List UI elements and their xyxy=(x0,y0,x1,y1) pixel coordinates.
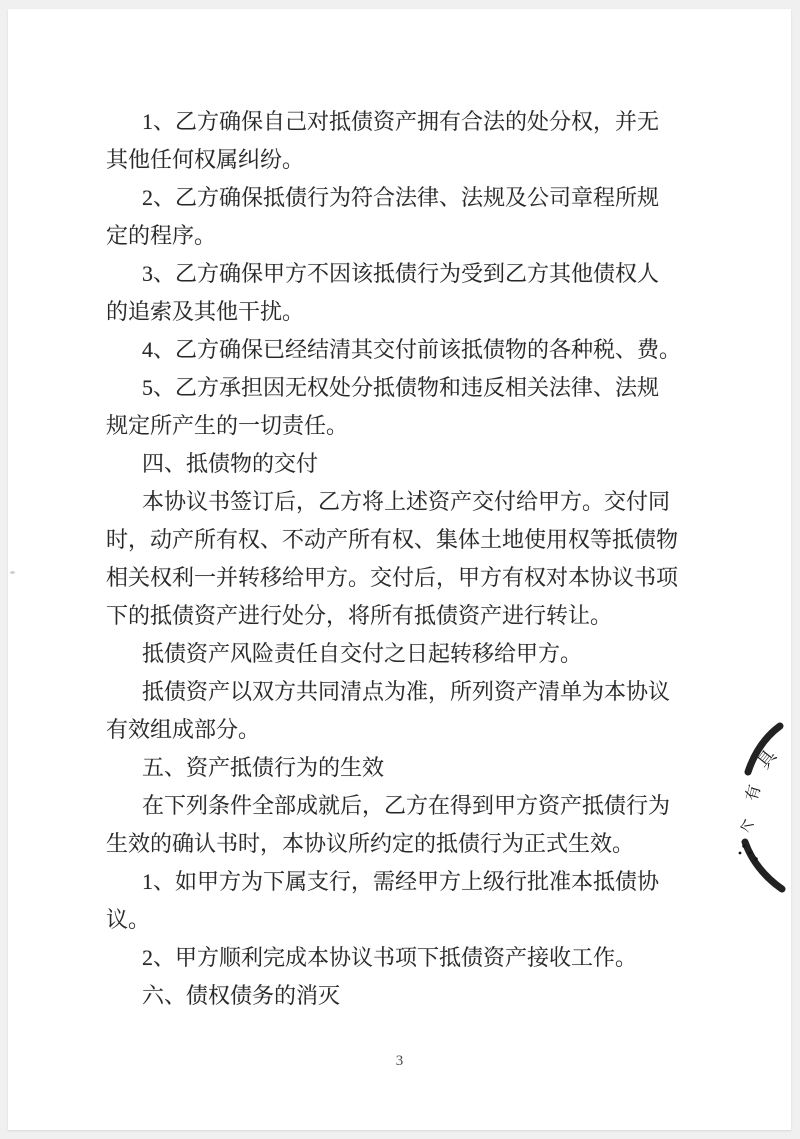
section-heading: 六、债权债务的消灭 xyxy=(142,983,341,1008)
text-line: 的追索及其他干扰。 xyxy=(106,299,305,324)
text-line: 在下列条件全部成就后，乙方在得到甲方资产抵债行为 xyxy=(142,793,671,818)
text-line: 4、乙方确保已经结清其交付前该抵债物的各种税、费。 xyxy=(142,337,682,362)
text-line: 抵债资产风险责任自交付之日起转移给甲方。 xyxy=(142,641,583,666)
text-line: 有效组成部分。 xyxy=(106,717,261,742)
text-line: 本协议书签订后，乙方将上述资产交付给甲方。交付同 xyxy=(142,489,671,514)
text-line: 时，动产所有权、不动产所有权、集体土地使用权等抵债物 xyxy=(106,527,679,552)
stamp-glyph: 有 xyxy=(743,783,765,804)
scan-artifact xyxy=(10,571,15,574)
text-line: 抵债资产以双方共同清点为准，所列资产清单为本协议 xyxy=(142,679,671,704)
text-line: 规定所产生的一切责任。 xyxy=(106,413,349,438)
text-line: 2、乙方确保抵债行为符合法律、法规及公司章程所规 xyxy=(142,185,660,210)
text-line: 5、乙方承担因无权处分抵债物和违反相关法律、法规 xyxy=(142,375,660,400)
text-line: 相关权利一并转移给甲方。交付后，甲方有权对本协议书项 xyxy=(106,565,679,590)
text-line: 议。 xyxy=(106,907,151,932)
text-line: 2、甲方顺利完成本协议书项下抵债资产接收工作。 xyxy=(142,945,638,970)
text-line: 1、如甲方为下属支行，需经甲方上级行批准本抵债协 xyxy=(142,869,660,894)
section-heading: 五、资产抵债行为的生效 xyxy=(142,755,385,780)
contract-text-block xyxy=(106,103,716,1015)
text-line: 1、乙方确保自己对抵债资产拥有合法的处分权，并无 xyxy=(142,109,660,134)
stamp-glyph: 个 xyxy=(739,816,758,835)
text-line: 下的抵债资产进行处分，将所有抵债资产进行转让。 xyxy=(106,603,613,628)
page-number: 3 xyxy=(395,1053,404,1069)
text-line: 其他任何权属纠纷。 xyxy=(106,147,305,172)
text-line: 生效的确认书时，本协议所约定的抵债行为正式生效。 xyxy=(106,831,635,856)
text-line: 3、乙方确保甲方不因该抵债行为受到乙方其他债权人 xyxy=(142,261,660,286)
scanned-page xyxy=(8,9,791,1130)
stamp-glyph: 具 xyxy=(753,745,781,773)
section-heading: 四、抵债物的交付 xyxy=(142,451,319,476)
text-line: 定的程序。 xyxy=(106,223,217,248)
